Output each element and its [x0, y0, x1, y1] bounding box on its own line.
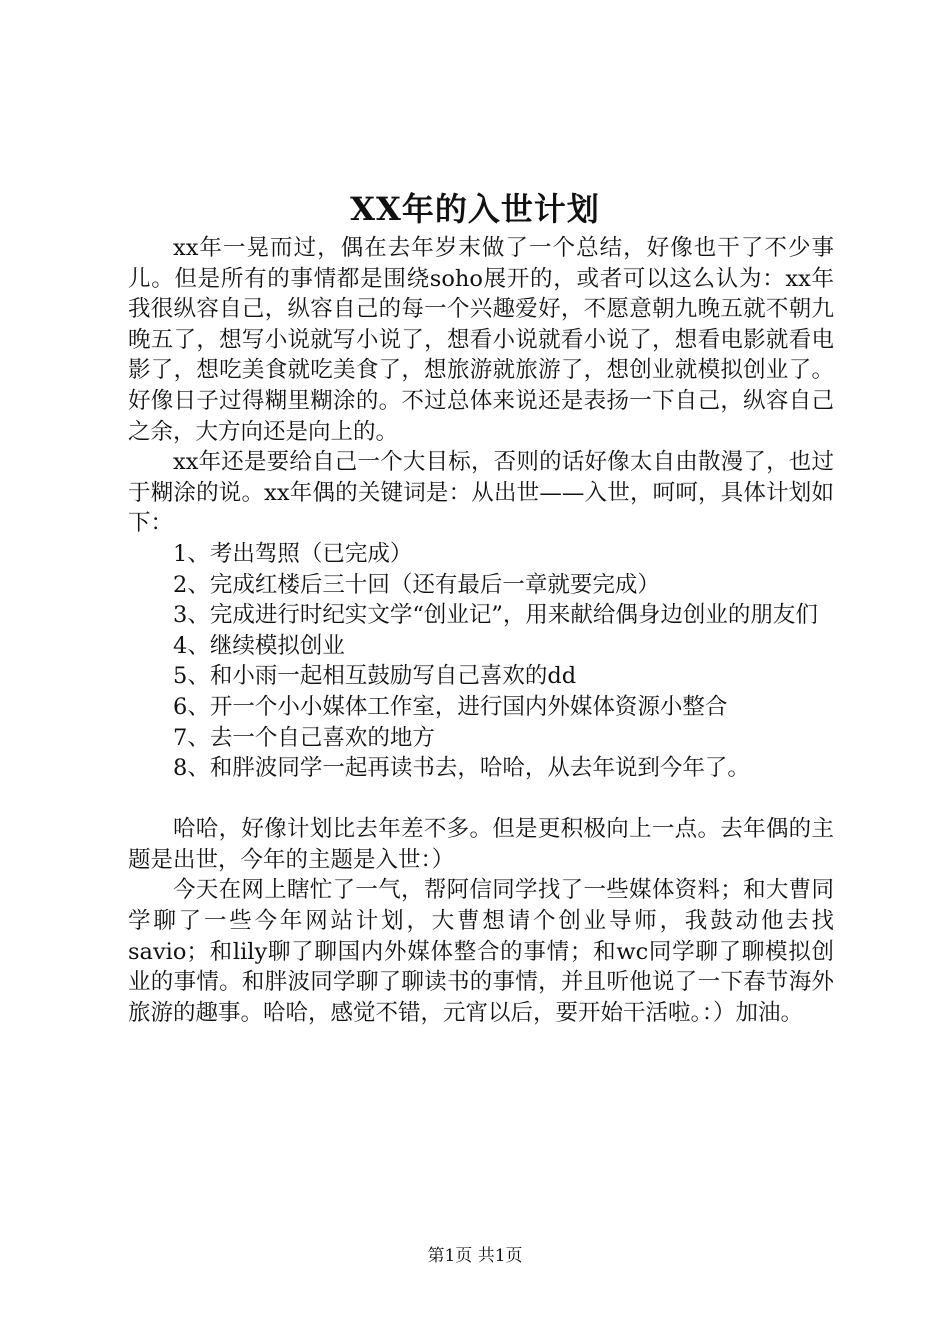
- paragraph-today: 今天在网上瞎忙了一气，帮阿信同学找了一些媒体资料；和大曹同学聊了一些今年网站计划，大曹想请个创业导师，我鼓动他去找savio；和lily聊了聊国内外媒体整合的事情；和wc同学聊了聊模拟创业的事情。和胖波同学聊了聊读书的事情，并且听他说了一下春节海外旅游的趣事。哈哈，感觉不错，元宵以后，要开始干活啦。：）加油。: [128, 877, 834, 1026]
- page-footer: 第1页 共1页: [427, 1246, 523, 1266]
- plan-list: [128, 539, 834, 784]
- blank-line: [128, 784, 834, 815]
- plan-item: 8、和胖波同学一起再读书去，哈哈，从去年说到今年了。: [173, 755, 750, 782]
- document-body: [128, 233, 834, 1028]
- plan-item: 7、去一个自己喜欢的地方: [173, 724, 435, 751]
- paragraph-theme: 哈哈，好像计划比去年差不多。但是更积极向上一点。去年偶的主题是出世，今年的主题是入世：）: [128, 816, 834, 873]
- paragraph-goal: xx年还是要给自己一个大目标，否则的话好像太自由散漫了，也过于糊涂的说。xx年偶的关键词是：从出世——入世，呵呵，具体计划如下：: [128, 449, 834, 537]
- plan-item: 3、完成进行时纪实文学“创业记”，用来献给偶身边创业的朋友们: [173, 602, 818, 629]
- paragraph-intro: xx年一晃而过，偶在去年岁末做了一个总结，好像也干了不少事儿。但是所有的事情都是围绕soho展开的，或者可以这么认为：xx年我很纵容自己，纵容自己的每一个兴趣爱好，不愿意朝九晚五就不朝九晚五了，想写小说就写小说了，想看小说就看小说了，想看电影就看电影了，想吃美食就吃美食了，想旅游就旅游了，想创业就模拟创业了。好像日子过得糊里糊涂的。不过总体来说还是表扬一下自己，纵容自己之余，大方向还是向上的。: [128, 235, 834, 445]
- plan-item: 4、继续模拟创业: [173, 632, 345, 659]
- plan-item: 1、考出驾照（已完成）: [173, 540, 413, 567]
- plan-item: 2、完成红楼后三十回（还有最后一章就要完成）: [173, 571, 660, 598]
- plan-item: 6、开一个小小媒体工作室，进行国内外媒体资源小整合: [173, 693, 728, 720]
- document-title: XX年的入世计划: [350, 190, 600, 228]
- plan-item: 5、和小雨一起相互鼓励写自己喜欢的dd: [173, 663, 577, 690]
